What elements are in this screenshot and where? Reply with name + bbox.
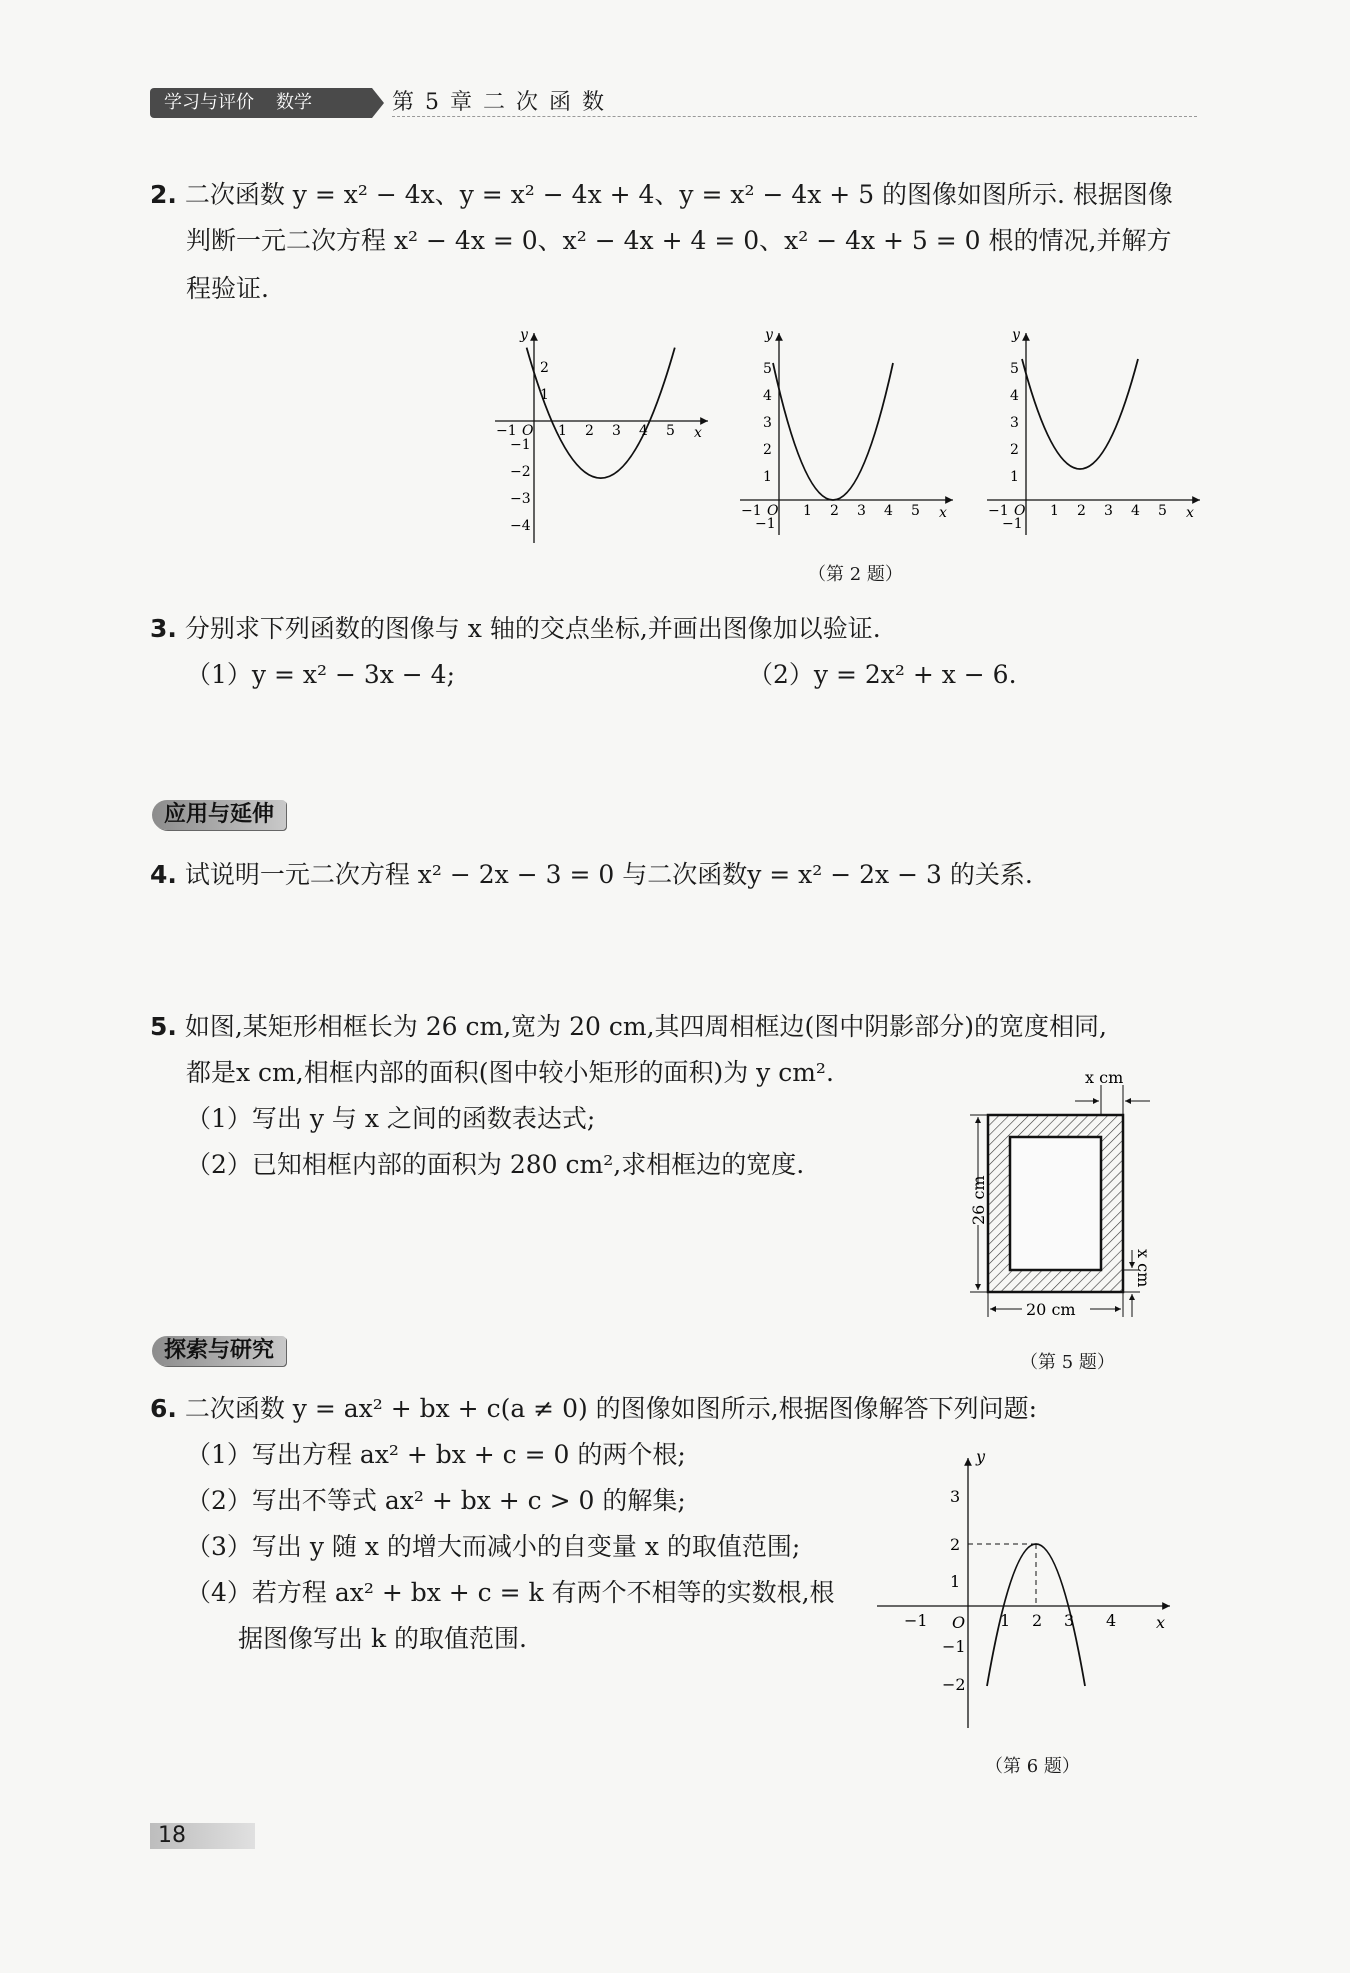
x-tick: 5 — [911, 503, 920, 519]
q5-frame-figure — [950, 1065, 1165, 1335]
x-tick: 3 — [857, 503, 866, 519]
y-tick: 1 — [1010, 469, 1019, 485]
y-tick: 5 — [763, 361, 772, 377]
q5-line2: 都是x cm,相框内部的面积(图中较小矩形的面积)为 y cm². — [186, 1058, 834, 1087]
x-axis-label: x — [694, 425, 702, 441]
y-tick: −1 — [942, 1637, 966, 1656]
x-tick: −1 — [496, 423, 517, 439]
q6-part1: （1）写出方程 ax² + bx + c = 0 的两个根; — [186, 1440, 686, 1469]
y-tick: −1 — [1002, 516, 1023, 532]
q6-text: 二次函数 y = ax² + bx + c(a ≠ 0) 的图像如图所示,根据图像解答下列问题: — [184, 1394, 1038, 1423]
q2-line2: 判断一元二次方程 x² − 4x = 0、x² − 4x + 4 = 0、x² − 4x + 5 = 0 根的情况,并解方 — [186, 226, 1172, 255]
y-tick: −1 — [755, 516, 776, 532]
x-tick: 2 — [1032, 1611, 1043, 1630]
bottom-dimension-label: 20 cm — [1026, 1300, 1076, 1319]
y-tick: 1 — [763, 469, 772, 485]
y-tick: 1 — [950, 1572, 961, 1591]
y-tick: 2 — [1010, 442, 1019, 458]
q3-text: 分别求下列函数的图像与 x 轴的交点坐标,并画出图像加以验证. — [184, 614, 881, 643]
q4-line — [150, 858, 1033, 892]
q3-part1: （1）y = x² − 3x − 4; — [186, 660, 456, 689]
x-tick: 1 — [803, 503, 812, 519]
y-tick: 1 — [540, 387, 549, 403]
q6-number: 6. — [150, 1394, 177, 1423]
section-explore-heading: 探索与研究 — [152, 1336, 286, 1366]
q4-text: 试说明一元二次方程 x² − 2x − 3 = 0 与二次函数y = x² − 2x − 3 的关系. — [184, 860, 1033, 889]
q2-graph-3 — [982, 325, 1207, 547]
q6-part4-line2: 据图像写出 k 的取值范围. — [238, 1624, 527, 1653]
y-axis-label: y — [976, 1448, 986, 1466]
x-tick: 2 — [1077, 503, 1086, 519]
q5-number: 5. — [150, 1012, 177, 1041]
y-tick: 2 — [763, 442, 772, 458]
q2-graph-1 — [490, 325, 715, 547]
q2-caption: （第 2 题） — [808, 564, 903, 585]
q5-text-1: 如图,某矩形相框长为 26 cm,宽为 20 cm,其四周相框边(图中阴影部分)的宽度相同, — [184, 1012, 1107, 1041]
page-number: 18 — [150, 1823, 255, 1849]
subject-label: 数学 — [276, 92, 312, 113]
q5-caption: （第 5 题） — [1020, 1352, 1115, 1373]
book-title-badge — [150, 88, 372, 118]
q6-part4-line1: （4）若方程 ax² + bx + c = k 有两个不相等的实数根,根 — [186, 1578, 835, 1607]
y-tick: −2 — [510, 464, 531, 480]
y-tick: 4 — [763, 388, 772, 404]
q2-line3: 程验证. — [186, 274, 269, 303]
q3-line — [150, 612, 881, 646]
q2-text-1: 二次函数 y = x² − 4x、y = x² − 4x + 4、y = x² − 4x + 5 的图像如图所示. 根据图像 — [184, 180, 1173, 209]
y-axis-label: y — [520, 327, 528, 343]
book-title: 学习与评价 — [164, 92, 254, 113]
q3-number: 3. — [150, 614, 177, 643]
x-tick: 4 — [1131, 503, 1140, 519]
q3-part2: （2）y = 2x² + x − 6. — [748, 660, 1017, 689]
y-axis-label: y — [765, 327, 773, 343]
x-tick: −1 — [904, 1611, 928, 1630]
q6-part2: （2）写出不等式 ax² + bx + c > 0 的解集; — [186, 1486, 686, 1515]
y-tick: −2 — [942, 1675, 966, 1694]
x-tick: 5 — [666, 423, 675, 439]
x-tick: 3 — [1104, 503, 1113, 519]
section-apply-heading: 应用与延伸 — [152, 800, 286, 830]
x-tick: 2 — [830, 503, 839, 519]
y-tick: −1 — [510, 437, 531, 453]
x-axis-label: x — [1186, 505, 1194, 521]
origin-label: O — [952, 1613, 966, 1632]
chapter-title: 第 5 章 二 次 函 数 — [392, 90, 606, 115]
x-tick: 4 — [639, 423, 648, 439]
q6-line — [150, 1392, 1037, 1426]
x-axis-label: x — [1156, 1613, 1166, 1632]
q6-caption: （第 6 题） — [985, 1756, 1080, 1777]
origin-label: O — [767, 503, 779, 519]
origin-label: O — [522, 423, 534, 439]
y-tick: −4 — [510, 518, 531, 534]
y-axis-label: y — [1012, 327, 1020, 343]
q6-graph — [872, 1448, 1177, 1736]
header-divider — [392, 116, 1197, 117]
x-tick: 5 — [1158, 503, 1167, 519]
parabola-curve — [773, 363, 893, 500]
y-tick: 2 — [950, 1535, 961, 1554]
parabola-curve — [1022, 359, 1138, 469]
x-tick: 3 — [1064, 1611, 1075, 1630]
y-tick: 3 — [1010, 415, 1019, 431]
y-tick: 2 — [540, 360, 549, 376]
x-tick: 1 — [1000, 1611, 1011, 1630]
right-dimension-label: x cm — [1134, 1249, 1153, 1288]
x-tick: −1 — [988, 503, 1009, 519]
y-tick: −3 — [510, 491, 531, 507]
top-dimension-label: x cm — [1085, 1068, 1124, 1087]
x-tick: 1 — [558, 423, 567, 439]
inner-rectangle — [1010, 1137, 1101, 1270]
q5-part1: （1）写出 y 与 x 之间的函数表达式; — [186, 1104, 596, 1133]
q5-line1 — [150, 1010, 1107, 1044]
q2-graph-2 — [735, 325, 960, 547]
y-tick: 5 — [1010, 361, 1019, 377]
y-tick: 4 — [1010, 388, 1019, 404]
y-tick: 3 — [763, 415, 772, 431]
q4-number: 4. — [150, 860, 177, 889]
q2-number: 2. — [150, 180, 177, 209]
q2-line1 — [150, 178, 1173, 212]
q6-part3: （3）写出 y 随 x 的增大而减小的自变量 x 的取值范围; — [186, 1532, 801, 1561]
x-tick: 3 — [612, 423, 621, 439]
badge-arrow — [372, 88, 384, 118]
x-tick: 4 — [884, 503, 893, 519]
x-tick: −1 — [741, 503, 762, 519]
x-tick: 4 — [1106, 1611, 1117, 1630]
origin-label: O — [1014, 503, 1026, 519]
x-tick: 2 — [585, 423, 594, 439]
x-axis-label: x — [939, 505, 947, 521]
q5-part2: （2）已知相框内部的面积为 280 cm²,求相框边的宽度. — [186, 1150, 805, 1179]
y-tick: 3 — [950, 1487, 961, 1506]
x-tick: 1 — [1050, 503, 1059, 519]
left-dimension-label: 26 cm — [969, 1175, 988, 1225]
